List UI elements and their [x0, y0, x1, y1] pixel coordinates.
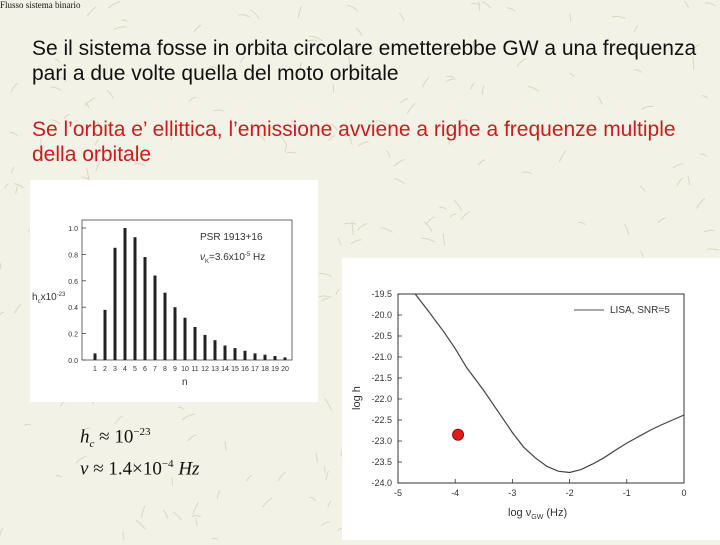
- texture-squiggle: [344, 223, 356, 224]
- texture-squiggle: [439, 207, 446, 209]
- texture-squiggle: [356, 28, 362, 36]
- texture-squiggle: [85, 98, 96, 106]
- lisa-sensitivity-chart: [342, 258, 720, 540]
- texture-squiggle: [14, 184, 23, 188]
- nu-unit: Hz: [174, 458, 200, 479]
- line-y-axis-label: log h: [351, 386, 363, 410]
- harmonic-bar: [194, 327, 197, 360]
- bar-x-tick-label: 7: [153, 366, 157, 373]
- texture-squiggle: [338, 238, 341, 245]
- bar-x-tick-label: 18: [261, 366, 269, 373]
- texture-squiggle: [422, 238, 435, 242]
- harmonic-bar: [94, 353, 97, 360]
- texture-squiggle: [14, 304, 21, 313]
- harmonic-bar: [214, 340, 217, 360]
- texture-squiggle: [351, 240, 362, 244]
- line-x-axis-label: [508, 507, 567, 521]
- harmonic-bar: [104, 310, 107, 360]
- y-label-suffix: x10: [41, 292, 58, 303]
- texture-squiggle: [705, 3, 716, 6]
- texture-squiggle: [426, 217, 434, 225]
- texture-squiggle: [319, 273, 332, 276]
- bar-y-tick-label: 1.0: [68, 226, 78, 233]
- frequency-value: =3.6x10: [209, 252, 245, 263]
- line-y-tick-label: -22.0: [371, 394, 392, 404]
- lisa-sensitivity-panel: [342, 258, 720, 540]
- bar-x-tick-label: 10: [181, 366, 189, 373]
- line-x-tick-label: 0: [681, 488, 686, 498]
- texture-squiggle: [461, 211, 470, 220]
- bar-y-tick-label: 0.0: [68, 358, 78, 365]
- paragraph-circular-orbit: Se il sistema fosse in orbita circolare emetterebbe GW a una frequenza pari a due volte quella del moto orbitale: [32, 36, 712, 86]
- harmonic-bar: [264, 355, 267, 360]
- texture-squiggle: [578, 222, 585, 224]
- line-y-tick-label: -19.5: [371, 289, 392, 299]
- line-x-tick-label: -4: [451, 488, 459, 498]
- texture-squiggle: [238, 15, 250, 17]
- texture-squiggle: [87, 7, 96, 16]
- texture-squiggle: [11, 83, 18, 92]
- nu-symbol: ν: [80, 458, 88, 479]
- line-x-tick-label: -3: [508, 488, 516, 498]
- line-x-tick-label: -2: [566, 488, 574, 498]
- harmonic-bar: [164, 293, 167, 360]
- y-label-h: h: [32, 292, 38, 303]
- texture-squiggle: [0, 263, 1, 269]
- nu-exponent: −4: [162, 458, 174, 470]
- texture-squiggle: [326, 471, 329, 480]
- harmonic-bar: [254, 353, 257, 360]
- texture-squiggle: [16, 186, 18, 194]
- texture-squiggle: [121, 20, 127, 22]
- texture-squiggle: [319, 296, 331, 297]
- line-chart-axes: [371, 289, 686, 498]
- harmonic-bar: [154, 276, 157, 360]
- texture-squiggle: [640, 186, 646, 192]
- frequency-unit: Hz: [250, 252, 265, 263]
- bar-x-axis-label: n: [182, 377, 188, 388]
- line-y-tick-label: -21.0: [371, 352, 392, 362]
- h-symbol: h: [80, 426, 90, 447]
- orbital-frequency-label: [200, 252, 265, 265]
- texture-squiggle: [12, 167, 14, 173]
- line-y-tick-label: -21.5: [371, 373, 392, 383]
- texture-squiggle: [479, 2, 480, 11]
- x-label-main: log ν: [508, 507, 532, 519]
- h-exponent: −23: [133, 426, 150, 438]
- texture-squiggle: [450, 214, 456, 217]
- texture-squiggle: [696, 198, 704, 208]
- h-relation: ≈ 10: [94, 426, 133, 447]
- texture-squiggle: [357, 223, 367, 230]
- harmonic-bar: [174, 307, 177, 360]
- texture-squiggle: [324, 467, 325, 474]
- line-y-tick-label: -23.5: [371, 457, 392, 467]
- harmonic-bar: [184, 318, 187, 360]
- texture-squiggle: [482, 85, 484, 95]
- harmonic-bar: [124, 228, 127, 360]
- line-y-tick-label: -22.5: [371, 415, 392, 425]
- harmonic-bar: [114, 248, 117, 360]
- line-y-tick-label: -20.5: [371, 331, 392, 341]
- bar-x-tick-label: 16: [241, 366, 249, 373]
- texture-squiggle: [688, 175, 690, 185]
- texture-squiggle: [336, 289, 340, 295]
- texture-squiggle: [482, 2, 491, 9]
- bar-y-tick-label: 0.2: [68, 332, 78, 339]
- psr-source-point: [453, 429, 464, 440]
- texture-squiggle: [528, 87, 539, 92]
- texture-squiggle: [322, 299, 329, 301]
- nu-relation: ≈ 1.4×10: [88, 458, 161, 479]
- texture-squiggle: [706, 249, 719, 250]
- texture-squiggle: [113, 27, 127, 30]
- texture-squiggle: [399, 13, 404, 21]
- bar-x-tick-label: 3: [113, 366, 117, 373]
- texture-squiggle: [641, 251, 644, 257]
- harmonic-bar: [234, 348, 237, 360]
- texture-squiggle: [394, 178, 405, 184]
- texture-squiggle: [625, 224, 629, 236]
- texture-squiggle: [51, 87, 61, 90]
- harmonic-bar: [144, 257, 147, 360]
- frequency-exponent: -5: [245, 252, 251, 258]
- bar-x-tick-label: 15: [231, 366, 239, 373]
- texture-squiggle: [642, 106, 654, 109]
- harmonic-spectrum-panel: [30, 180, 318, 402]
- psr-label: PSR 1913+16: [200, 232, 263, 243]
- line-x-tick-label: -1: [623, 488, 631, 498]
- h-subscript: c: [90, 438, 95, 450]
- bar-x-tick-label: 8: [163, 366, 167, 373]
- bar-x-tick-label: 13: [211, 366, 219, 373]
- texture-squiggle: [321, 522, 330, 525]
- texture-squiggle: [471, 3, 478, 4]
- harmonic-bar: [274, 356, 277, 360]
- texture-squiggle: [298, 6, 301, 18]
- bar-x-tick-label: 9: [173, 366, 177, 373]
- harmonic-bar: [204, 335, 207, 360]
- texture-squiggle: [443, 233, 445, 246]
- strain-formula: [80, 426, 151, 450]
- texture-squiggle: [401, 99, 408, 103]
- texture-squiggle: [0, 528, 3, 535]
- line-chart-marks: [415, 294, 684, 473]
- texture-squiggle: [407, 103, 415, 114]
- bar-x-tick-label: 14: [221, 366, 229, 373]
- harmonic-bar: [284, 357, 287, 360]
- texture-squiggle: [189, 97, 196, 101]
- texture-squiggle: [612, 16, 625, 18]
- texture-squiggle: [634, 25, 638, 32]
- bar-x-tick-label: 11: [191, 366, 198, 373]
- bar-x-tick-label: 5: [133, 366, 137, 373]
- texture-squiggle: [347, 5, 358, 11]
- paragraph-elliptical-orbit: Se l’orbita e’ ellittica, l’emissione avviene a righe a frequenze multiple della orbitale: [32, 117, 712, 167]
- harmonic-bar: [224, 345, 227, 360]
- texture-squiggle: [251, 10, 260, 19]
- bar-y-axis-label: [32, 292, 66, 305]
- bar-x-tick-label: 20: [281, 366, 289, 373]
- bar-y-tick-label: 0.6: [68, 279, 78, 286]
- bar-y-tick-label: 0.8: [68, 252, 78, 259]
- harmonic-bar: [244, 351, 247, 360]
- texture-squiggle: [658, 218, 666, 223]
- lisa-sensitivity-curve: [415, 294, 684, 473]
- harmonic-bar-chart: [30, 180, 318, 402]
- texture-squiggle: [454, 200, 462, 211]
- texture-squiggle: [703, 230, 714, 232]
- harmonic-bar: [134, 237, 137, 360]
- texture-squiggle: [507, 8, 515, 11]
- line-x-tick-label: -5: [394, 488, 402, 498]
- line-y-tick-label: -23.0: [371, 436, 392, 446]
- x-label-unit: (Hz): [543, 507, 567, 519]
- texture-squiggle: [684, 1, 689, 8]
- x-label-sub: GW: [531, 514, 543, 521]
- texture-squiggle: [570, 13, 571, 21]
- bar-x-tick-label: 17: [251, 366, 259, 373]
- frequency-formula: [80, 458, 199, 480]
- texture-squiggle: [0, 312, 4, 319]
- y-label-exp: -23: [57, 292, 66, 298]
- texture-squiggle: [677, 178, 683, 186]
- bar-y-tick-label: 0.4: [68, 305, 78, 312]
- bar-chart-bars: [94, 228, 287, 360]
- line-y-tick-label: -24.0: [371, 478, 392, 488]
- estimate-formulas: [30, 402, 318, 540]
- line-plot-frame: [398, 294, 684, 483]
- bar-x-tick-label: 19: [271, 366, 279, 373]
- texture-squiggle: [194, 25, 201, 32]
- texture-squiggle: [702, 96, 708, 99]
- texture-squiggle: [10, 132, 18, 135]
- nu-symbol: ν: [200, 252, 205, 263]
- y-label-sub: c: [38, 299, 41, 305]
- bar-x-tick-label: 6: [143, 366, 147, 373]
- bar-x-tick-label: 1: [93, 366, 97, 373]
- texture-squiggle: [328, 501, 331, 507]
- line-y-tick-label: -20.0: [371, 310, 392, 320]
- texture-squiggle: [380, 228, 392, 233]
- texture-squiggle: [522, 172, 532, 174]
- texture-squiggle: [424, 222, 432, 232]
- texture-squiggle: [5, 184, 9, 189]
- texture-squiggle: [213, 110, 224, 111]
- legend-label: LISA, SNR=5: [610, 305, 670, 316]
- bar-x-tick-label: 4: [123, 366, 127, 373]
- texture-squiggle: [107, 90, 113, 98]
- slide-header: Flusso sistema binario: [0, 0, 81, 10]
- bar-x-tick-label: 2: [103, 366, 107, 373]
- texture-squiggle: [108, 2, 120, 9]
- texture-squiggle: [325, 399, 332, 411]
- nu-subscript: K: [205, 259, 209, 265]
- bar-x-tick-label: 12: [201, 366, 209, 373]
- texture-squiggle: [598, 96, 602, 104]
